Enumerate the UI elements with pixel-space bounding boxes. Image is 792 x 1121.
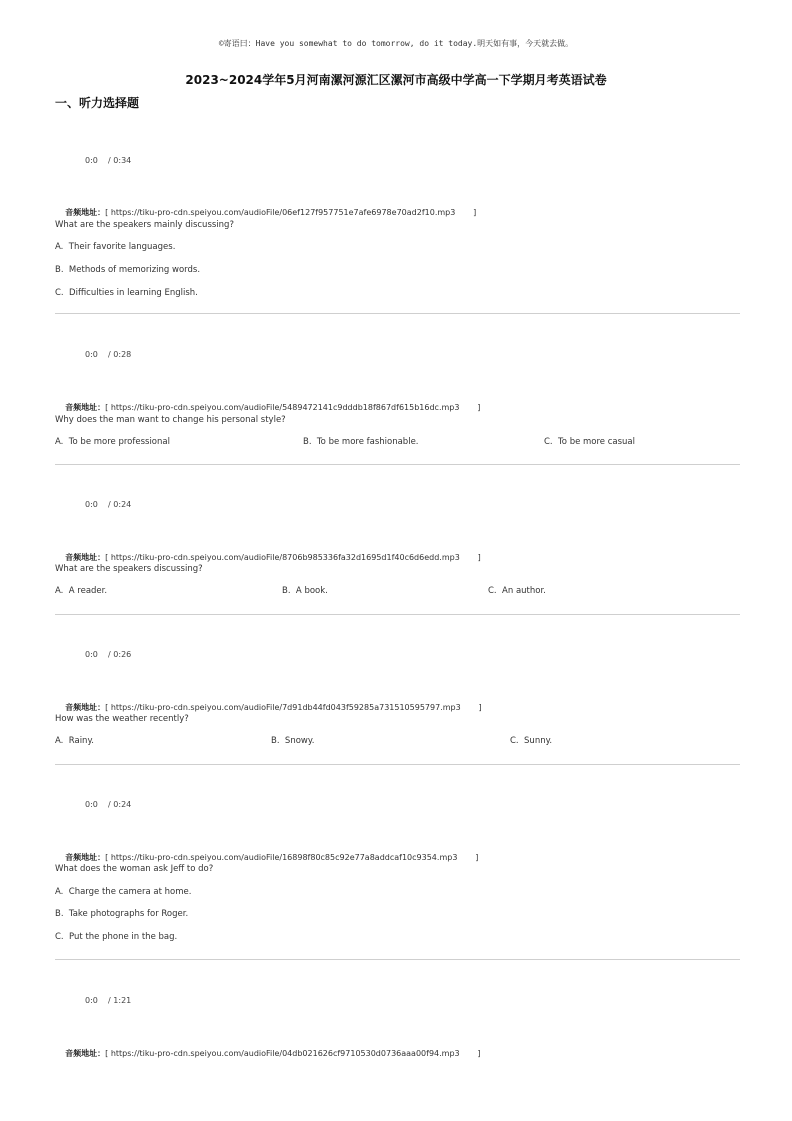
question-divider bbox=[55, 614, 740, 615]
option-a[interactable]: A. To be more professional bbox=[55, 437, 170, 447]
question-divider bbox=[55, 959, 740, 960]
audio-address-label: 音频地址： bbox=[65, 703, 106, 712]
audio-player-time[interactable]: 0:0 / 1:21 bbox=[85, 996, 132, 1005]
audio-address bbox=[55, 1039, 481, 1068]
audio-address-label: 音频地址： bbox=[65, 853, 106, 862]
audio-player-time[interactable]: 0:0 / 0:34 bbox=[85, 156, 132, 165]
audio-address-label: 音频地址： bbox=[65, 403, 106, 412]
option-c[interactable]: C. Put the phone in the bag. bbox=[55, 932, 178, 942]
question-stem: What are the speakers mainly discussing? bbox=[55, 220, 234, 230]
question-divider bbox=[55, 313, 740, 314]
question-stem: How was the weather recently? bbox=[55, 714, 189, 724]
option-c[interactable]: C. Difficulties in learning English. bbox=[55, 288, 198, 298]
audio-address-label: 音频地址： bbox=[65, 553, 106, 562]
audio-url-link[interactable]: [ https://tiku-pro-cdn.speiyou.com/audioFile/16898f80c85c92e77a8addcaf10c9354.mp3 ] bbox=[105, 853, 479, 862]
audio-player-time[interactable]: 0:0 / 0:24 bbox=[85, 500, 132, 509]
motto-header: ©寄语曰：Have you somewhat to do tomorrow, do it today.明天如有事，今天就去做。 bbox=[218, 39, 574, 48]
audio-url-link[interactable]: [ https://tiku-pro-cdn.speiyou.com/audioFile/5489472141c9dddb18f867df615b16dc.mp3 ] bbox=[105, 403, 481, 412]
option-a[interactable]: A. Rainy. bbox=[55, 736, 94, 746]
option-a[interactable]: A. Charge the camera at home. bbox=[55, 887, 192, 897]
audio-url-link[interactable]: [ https://tiku-pro-cdn.speiyou.com/audioFile/7d91db44fd043f59285a731510595797.mp3 ] bbox=[105, 703, 482, 712]
audio-player-time[interactable]: 0:0 / 0:26 bbox=[85, 650, 132, 659]
option-b[interactable]: B. Methods of memorizing words. bbox=[55, 265, 201, 275]
audio-player-time[interactable]: 0:0 / 0:24 bbox=[85, 800, 132, 809]
audio-url-link[interactable]: [ https://tiku-pro-cdn.speiyou.com/audioFile/8706b985336fa32d1695d1f40c6d6edd.mp3 ] bbox=[105, 553, 481, 562]
audio-player-time[interactable]: 0:0 / 0:28 bbox=[85, 350, 132, 359]
audio-address-label: 音频地址： bbox=[65, 1049, 106, 1058]
audio-url-link[interactable]: [ https://tiku-pro-cdn.speiyou.com/audioFile/04db021626cf9710530d0736aaa00f94.mp3 ] bbox=[105, 1049, 481, 1058]
question-stem: What are the speakers discussing? bbox=[55, 564, 203, 574]
option-c[interactable]: C. An author. bbox=[488, 586, 546, 596]
option-c[interactable]: C. Sunny. bbox=[510, 736, 553, 746]
option-b[interactable]: B. A book. bbox=[282, 586, 328, 596]
option-b[interactable]: B. To be more fashionable. bbox=[303, 437, 419, 447]
question-divider bbox=[55, 464, 740, 465]
option-c[interactable]: C. To be more casual bbox=[544, 437, 636, 447]
audio-url-link[interactable]: [ https://tiku-pro-cdn.speiyou.com/audioFile/06ef127f957751e7afe6978e70ad2f10.mp3 ] bbox=[105, 208, 477, 217]
question-divider bbox=[55, 764, 740, 765]
question-stem: What does the woman ask Jeff to do? bbox=[55, 864, 214, 874]
option-b[interactable]: B. Snowy. bbox=[271, 736, 315, 746]
option-a[interactable]: A. Their favorite languages. bbox=[55, 242, 176, 252]
audio-address-label: 音频地址： bbox=[65, 208, 106, 217]
option-b[interactable]: B. Take photographs for Roger. bbox=[55, 909, 189, 919]
page-title: 2023~2024学年5月河南漯河源汇区漯河市高级中学高一下学期月考英语试卷 bbox=[185, 73, 607, 87]
question-stem: Why does the man want to change his personal style? bbox=[55, 415, 286, 425]
section-heading: 一、听力选择题 bbox=[55, 96, 140, 110]
option-a[interactable]: A. A reader. bbox=[55, 586, 108, 596]
